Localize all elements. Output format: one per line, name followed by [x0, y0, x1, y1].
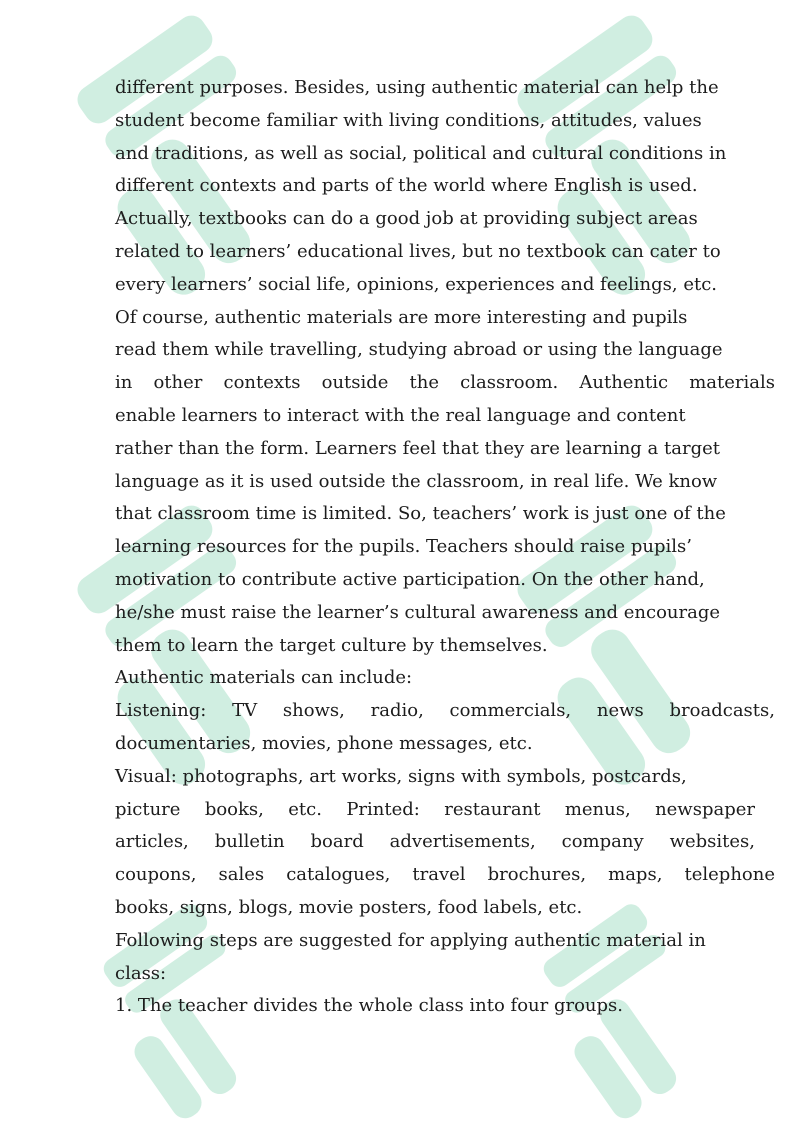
text-line: documentaries, movies, phone messages, etc.: [115, 732, 533, 754]
text-line: articles, bulletin board advertisements, company websites,: [115, 831, 755, 853]
text-line: related to learners’ educational lives, but no textbook can cater to: [115, 240, 721, 262]
text-line: language as it is used outside the classroom, in real life. We know: [115, 470, 718, 492]
text-line: read them while travelling, studying abroad or using the language: [115, 339, 723, 361]
list-heading: Authentic materials can include:: [115, 667, 413, 689]
list-item: Visual: photographs, art works, signs with symbols, postcards,: [115, 765, 687, 787]
text-line: Actually, textbooks can do a good job at providing subject areas: [115, 208, 698, 230]
text-line: in other contexts outside the classroom. Authentic materials: [115, 372, 775, 394]
text-line: Following steps are suggested for applying authentic material in: [115, 929, 706, 951]
text-line: he/she must raise the learner’s cultural awareness and encourage: [115, 601, 721, 623]
text-line: class:: [115, 962, 167, 984]
text-line: rather than the form. Learners feel that they are learning a target: [115, 437, 720, 459]
text-line: different contexts and parts of the world where English is used.: [115, 175, 698, 197]
text-line: different purposes. Besides, using authentic material can help the: [115, 77, 719, 98]
text-line: books, signs, blogs, movie posters, food labels, etc.: [115, 896, 583, 918]
body-text: [115, 72, 775, 1023]
text-line: Of course, authentic materials are more interesting and pupils: [115, 306, 688, 328]
list-item: picture books, etc. Printed: restaurant menus, newspaper: [115, 798, 755, 820]
text-line: learning resources for the pupils. Teachers should raise pupils’: [115, 536, 692, 558]
text-line: every learners’ social life, opinions, experiences and feelings, etc.: [115, 273, 718, 295]
text-line: coupons, sales catalogues, travel brochures, maps, telephone: [115, 864, 775, 886]
text-line: motivation to contribute active participation. On the other hand,: [115, 568, 705, 590]
text-line: student become familiar with living conditions, attitudes, values: [115, 109, 702, 131]
text-line: and traditions, as well as social, political and cultural conditions in: [115, 142, 727, 164]
numbered-step: 1. The teacher divides the whole class into four groups.: [115, 995, 624, 1017]
text-line: them to learn the target culture by themselves.: [115, 634, 548, 656]
text-line: enable learners to interact with the real language and content: [115, 404, 686, 426]
list-item: Listening: TV shows, radio, commercials, news broadcasts,: [115, 700, 775, 722]
text-line: that classroom time is limited. So, teachers’ work is just one of the: [115, 503, 726, 525]
